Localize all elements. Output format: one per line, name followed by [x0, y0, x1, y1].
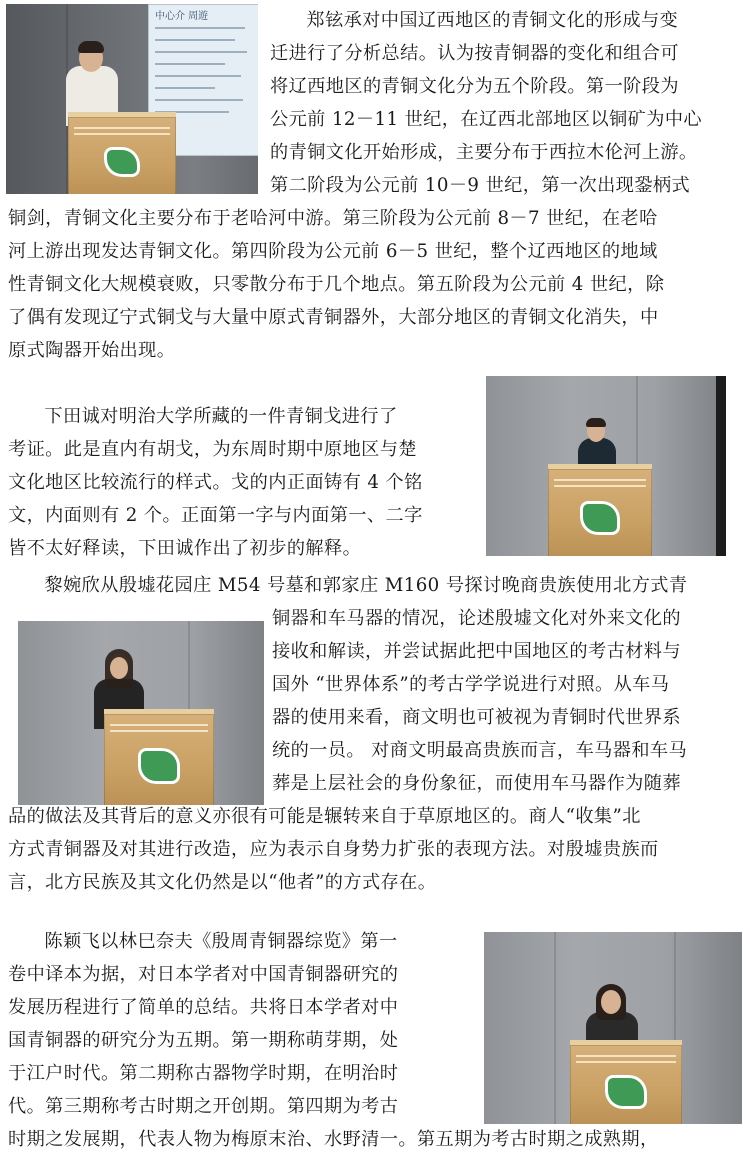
line: 器的使用来看，商文明也可被视为青铜时代世界系: [272, 707, 681, 728]
speaker-photo-4: [484, 932, 742, 1124]
line: 国外 “世界体系”的考古学学说进行对照。从车马: [272, 674, 670, 695]
line: 性青铜文化大规模衰败，只零散分布于几个地点。第五阶段为公元前 4 世纪，除: [8, 274, 665, 295]
line: 黎婉欣从殷墟花园庄 M54 号墓和郭家庄 M160 号探讨晚商贵族使用北方式青: [44, 575, 688, 596]
speaker-photo-2: [486, 376, 726, 556]
line: 言，北方民族及其文化仍然是以“他者”的方式存在。: [8, 872, 437, 893]
line: 文，内面则有 2 个。正面第一字与内面第一、二字: [8, 505, 423, 526]
line: 于江户时代。第二期称古器物学时期，在明治时: [8, 1063, 399, 1084]
line: 皆不太好释读，下田诚作出了初步的解释。: [8, 538, 362, 559]
line: 统的一员。 对商文明最高贵族而言，车马器和车马: [272, 740, 688, 761]
line: 时期之发展期，代表人物为梅原末治、水野清一。第五期为考古时期之成熟期，: [8, 1129, 659, 1150]
line: 方式青铜器及对其进行改造，应为表示自身势力扩张的表现方法。对殷墟贵族而: [8, 839, 659, 860]
paragraph-3: [8, 569, 742, 899]
line: 郑铉承对中国辽西地区的青铜文化的形成与变: [306, 10, 679, 31]
line: 卷中译本为据，对日本学者对中国青铜器研究的: [8, 964, 399, 985]
line: 将辽西地区的青铜文化分为五个阶段。第一阶段为: [270, 76, 679, 97]
line: 了偶有发现辽宁式铜戈与大量中原式青铜器外，大部分地区的青铜文化消失，中: [8, 307, 659, 328]
line: 铜器和车马器的情况，论述殷墟文化对外来文化的: [272, 608, 681, 629]
line: 的青铜文化开始形成，主要分布于西拉木伦河上游。: [270, 142, 698, 163]
line: 河上游出现发达青铜文化。第四阶段为公元前 6－5 世纪，整个辽西地区的地域: [8, 241, 658, 262]
line: 原式陶器开始出现。: [8, 340, 176, 361]
line: 接收和解读，并尝试据此把中国地区的考古材料与: [272, 641, 681, 662]
line: 第二阶段为公元前 10－9 世纪，第一次出现銎柄式: [270, 175, 691, 196]
line: 陈颖飞以林巳奈夫《殷周青铜器综览》第一: [44, 931, 398, 952]
line: 代。第三期称考古时期之开创期。第四期为考古: [8, 1096, 399, 1117]
line: 公元前 12－11 世纪，在辽西北部地区以铜矿为中心: [270, 109, 702, 130]
paragraph-4: [8, 925, 478, 1123]
line: 铜剑，青铜文化主要分布于老哈河中游。第三阶段为公元前 8－7 世纪，在老哈: [8, 208, 658, 229]
line: 考证。此是直内有胡戈，为东周时期中原地区与楚: [8, 439, 417, 460]
line: 葬是上层社会的身份象征，而使用车马器作为随葬: [272, 773, 681, 794]
line: 国青铜器的研究分为五期。第一期称萌芽期，处: [8, 1030, 399, 1051]
screen-title: 中心介 周遊: [155, 11, 209, 22]
paragraph-4-last-line: [8, 1123, 742, 1156]
line: 发展历程进行了简单的总结。共将日本学者对中: [8, 997, 399, 1018]
paragraph-1: [8, 4, 742, 367]
paragraph-2: [8, 400, 480, 565]
line: 下田诚对明治大学所藏的一件青铜戈进行了: [44, 406, 398, 427]
line: 文化地区比较流行的样式。戈的内正面铸有 4 个铭: [8, 472, 423, 493]
line: 迁进行了分析总结。认为按青铜器的变化和组合可: [270, 43, 679, 64]
line: 品的做法及其背后的意义亦很有可能是辗转来自于草原地区的。商人“收集”北: [8, 806, 641, 827]
